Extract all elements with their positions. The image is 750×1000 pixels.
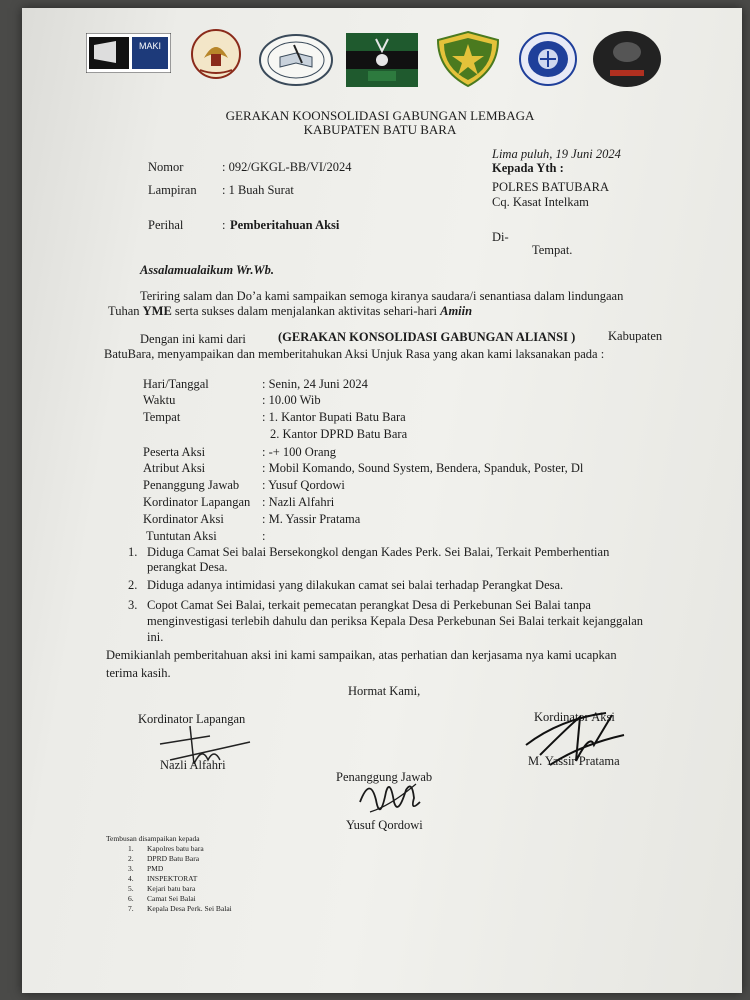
detail-label: Hari/Tanggal: [143, 377, 209, 391]
detail-label: Kordinator Lapangan: [143, 495, 251, 509]
cc-item: DPRD Batu Bara: [147, 854, 200, 863]
cc-item: INSPEKTORAT: [147, 874, 198, 883]
kepada-label: Kepada Yth :: [492, 161, 564, 175]
green-star-shield-logo: [432, 30, 504, 88]
signature-middle-image: [350, 772, 430, 824]
lampiran-label: Lampiran: [148, 183, 197, 197]
blue-circle-seal-logo: [518, 31, 578, 87]
para1-line2: [108, 304, 472, 319]
para1-line1: Teriring salam dan Do’a kami sampaikan semoga kiranya saudara/i senantiasa dalam lindungaan: [140, 289, 624, 303]
detail-label: Tuntutan Aksi: [146, 529, 217, 543]
header-line2: KABUPATEN BATU BARA: [303, 122, 457, 137]
cc-item: Kapolres batu bara: [147, 844, 204, 853]
demand-line: perangkat Desa.: [147, 560, 228, 574]
detail-label: Waktu: [143, 393, 176, 407]
detail-label: Penanggung Jawab: [143, 478, 240, 492]
letter-date: Lima puluh, 19 Juni 2024: [492, 147, 621, 161]
detail-value: :: [262, 529, 266, 543]
demand-line: Diduga adanya intimidasi yang dilakukan camat sei balai terhadap Perangkat Desa.: [147, 578, 564, 592]
svg-text:MAKI: MAKI: [138, 41, 162, 51]
cc-number: 6.: [128, 894, 134, 903]
para1-line2-bold: YME: [142, 304, 172, 318]
demand-number: 3.: [128, 598, 138, 612]
demand-line: menginvestigasi terlebih dahulu dan periksa Kepala Desa Perkebunan Sei Balai terkait kejanggalan: [147, 614, 644, 628]
perihal-label: Perihal: [148, 218, 184, 232]
greeting: Assalamualaikum Wr.Wb.: [140, 263, 274, 277]
green-flag-logo: [346, 33, 418, 87]
lampiran-value: : 1 Buah Surat: [222, 183, 294, 197]
cc-number: 3.: [128, 864, 134, 873]
header-line1: GERAKAN KOONSOLIDASI GABUNGAN LEMBAGA: [225, 108, 535, 123]
perihal-value: Pemberitahuan Aksi: [230, 218, 340, 232]
detail-value: : 10.00 Wib: [262, 393, 321, 407]
cc-item: Kejari batu bara: [147, 884, 196, 893]
para2-line1-pre: Dengan ini kami dari: [140, 332, 246, 346]
sig-right-title: Kordinator Aksi: [534, 710, 615, 724]
detail-value: : 1. Kantor Bupati Batu Bara: [262, 410, 406, 424]
cc-item: PMD: [147, 864, 164, 873]
para2-line2: BatuBara, menyampaikan dan memberitahukan Aksi Unjuk Rasa yang akan kami laksanakan pada :: [104, 347, 605, 361]
cc-item: Camat Sei Balai: [147, 894, 196, 903]
recipient-name: POLRES BATUBARA: [492, 180, 610, 194]
sig-left-title: Kordinator Lapangan: [138, 712, 246, 726]
demand-line: ini.: [147, 630, 164, 644]
cc-item: Kepala Desa Perk. Sei Balai: [147, 904, 232, 913]
demand-line: Diduga Camat Sei balai Bersekongkol dengan Kades Perk. Sei Balai, Terkait Pemberhentian: [147, 545, 610, 559]
detail-value: : Yusuf Qordowi: [262, 478, 345, 492]
para1-line2-pre: Tuhan: [108, 304, 143, 318]
detail-value: : Senin, 24 Juni 2024: [262, 377, 368, 391]
perihal-colon: :: [222, 218, 226, 232]
sig-left-name: Nazli Alfahri: [160, 758, 226, 772]
demand-line: Copot Camat Sei Balai, terkait pemecatan perangkat Desa di Perkebunan Sei Balai tanpa: [147, 598, 591, 612]
demand-number: 2.: [128, 578, 138, 592]
recipient-di: Di-: [492, 230, 509, 244]
cc-number: 5.: [128, 884, 134, 893]
cc-number: 7.: [128, 904, 134, 913]
black-circle-logo: [592, 30, 662, 88]
maki-logo: [86, 33, 171, 73]
cc-title: Tembusan disampaikan kepada: [106, 834, 200, 843]
cc-number: 1.: [128, 844, 134, 853]
detail-label: Kordinator Aksi: [143, 512, 224, 526]
detail-value: : -+ 100 Orang: [262, 445, 337, 459]
sig-right-name: M. Yassir Pratama: [528, 754, 620, 768]
detail-value: : Nazli Alfahri: [262, 495, 335, 509]
recipient-cq: Cq. Kasat Intelkam: [492, 195, 589, 209]
detail-label: Peserta Aksi: [143, 445, 206, 459]
hormat-kami: Hormat Kami,: [348, 684, 421, 698]
detail-label: Tempat: [143, 410, 181, 424]
book-pen-logo: [258, 33, 334, 87]
detail-label: Atribut Aksi: [143, 461, 206, 475]
para2-line1-post: Kabupaten: [608, 329, 663, 343]
demand-number: 1.: [128, 545, 138, 559]
nomor-label: Nomor: [148, 160, 184, 174]
closing-line1: Demikianlah pemberitahuan aksi ini kami sampaikan, atas perhatian dan kerjasama nya kami ucapkan: [106, 648, 617, 662]
closing-line2: terima kasih.: [106, 666, 171, 680]
para2-line1-bold: (GERAKAN KONSOLIDASI GABUNGAN ALIANSI ): [278, 330, 576, 344]
detail-value: 2. Kantor DPRD Batu Bara: [270, 427, 408, 441]
para1-line2-ital: Amiin: [440, 304, 473, 318]
nomor-value: : 092/GKGL-BB/VI/2024: [222, 160, 352, 174]
garuda-logo: [190, 28, 242, 80]
recipient-tempat: Tempat.: [532, 243, 573, 257]
cc-number: 2.: [128, 854, 134, 863]
cc-number: 4.: [128, 874, 134, 883]
sig-mid-title: Penanggung Jawab: [336, 770, 433, 784]
detail-value: : M. Yassir Pratama: [262, 512, 361, 526]
para1-line2-mid: serta sukses dalam menjalankan aktivitas sehari-hari: [171, 304, 441, 318]
sig-mid-name: Yusuf Qordowi: [346, 818, 423, 832]
detail-value: : Mobil Komando, Sound System, Bendera, Spanduk, Poster, Dl: [262, 461, 584, 475]
